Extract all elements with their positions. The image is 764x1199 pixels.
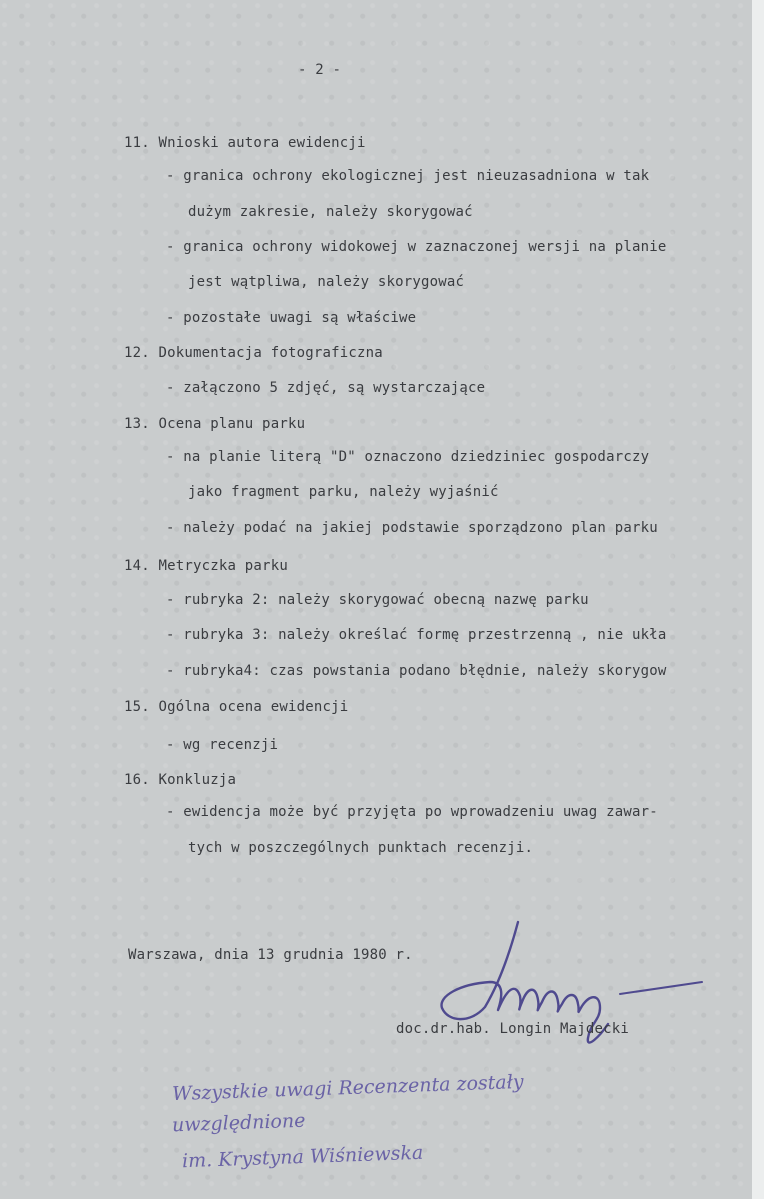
date-line: Warszawa, dnia 13 grudnia 1980 r. [128,947,413,963]
handwritten-note-line: Wszystkie uwagi Recenzenta zostały [171,1070,524,1106]
text-line: - rubryka 3: należy określać formę przestrzenną , nie ukła [166,627,667,643]
handwritten-note-line: im. Krystyna Wiśniewska [181,1141,424,1173]
text-line: - granica ochrony widokowej w zaznaczonej wersji na planie [166,239,667,255]
text-line: jako fragment parku, należy wyjaśnić [188,484,499,500]
text-line: - rubryka4: czas powstania podano błędnie, należy skorygow [166,663,667,679]
text-line: dużym zakresie, należy skorygować [188,204,473,220]
section-12-heading: 12. Dokumentacja fotograficzna [124,345,383,361]
text-line: jest wątpliwa, należy skorygować [188,274,465,290]
section-11-heading: 11. Wnioski autora ewidencji [124,135,366,151]
section-14-heading: 14. Metryczka parku [124,558,288,574]
section-13-heading: 13. Ocena planu parku [124,416,306,432]
handwritten-signature [430,912,720,1062]
text-line: - wg recenzji [166,737,279,753]
text-line: - ewidencja może być przyjęta po wprowadzeniu uwag zawar- [166,804,658,820]
text-line: tych w poszczególnych punktach recenzji. [188,840,534,856]
text-line: - na planie literą "D" oznaczono dziedziniec gospodarczy [166,449,650,465]
text-line: - załączono 5 zdjęć, są wystarczające [166,380,486,396]
section-15-heading: 15. Ogólna ocena ewidencji [124,699,349,715]
text-line: - rubryka 2: należy skorygować obecną nazwę parku [166,592,589,608]
page-number: - 2 - [298,62,342,78]
text-line: - granica ochrony ekologicznej jest nieuzasadniona w tak [166,168,650,184]
section-16-heading: 16. Konkluzja [124,772,237,788]
text-line: - należy podać na jakiej podstawie sporządzono plan parku [166,520,658,536]
handwritten-note-line: uwzględnione [171,1109,306,1137]
signatory-name: doc.dr.hab. Longin Majdecki [396,1021,629,1037]
text-line: - pozostałe uwagi są właściwe [166,310,417,326]
